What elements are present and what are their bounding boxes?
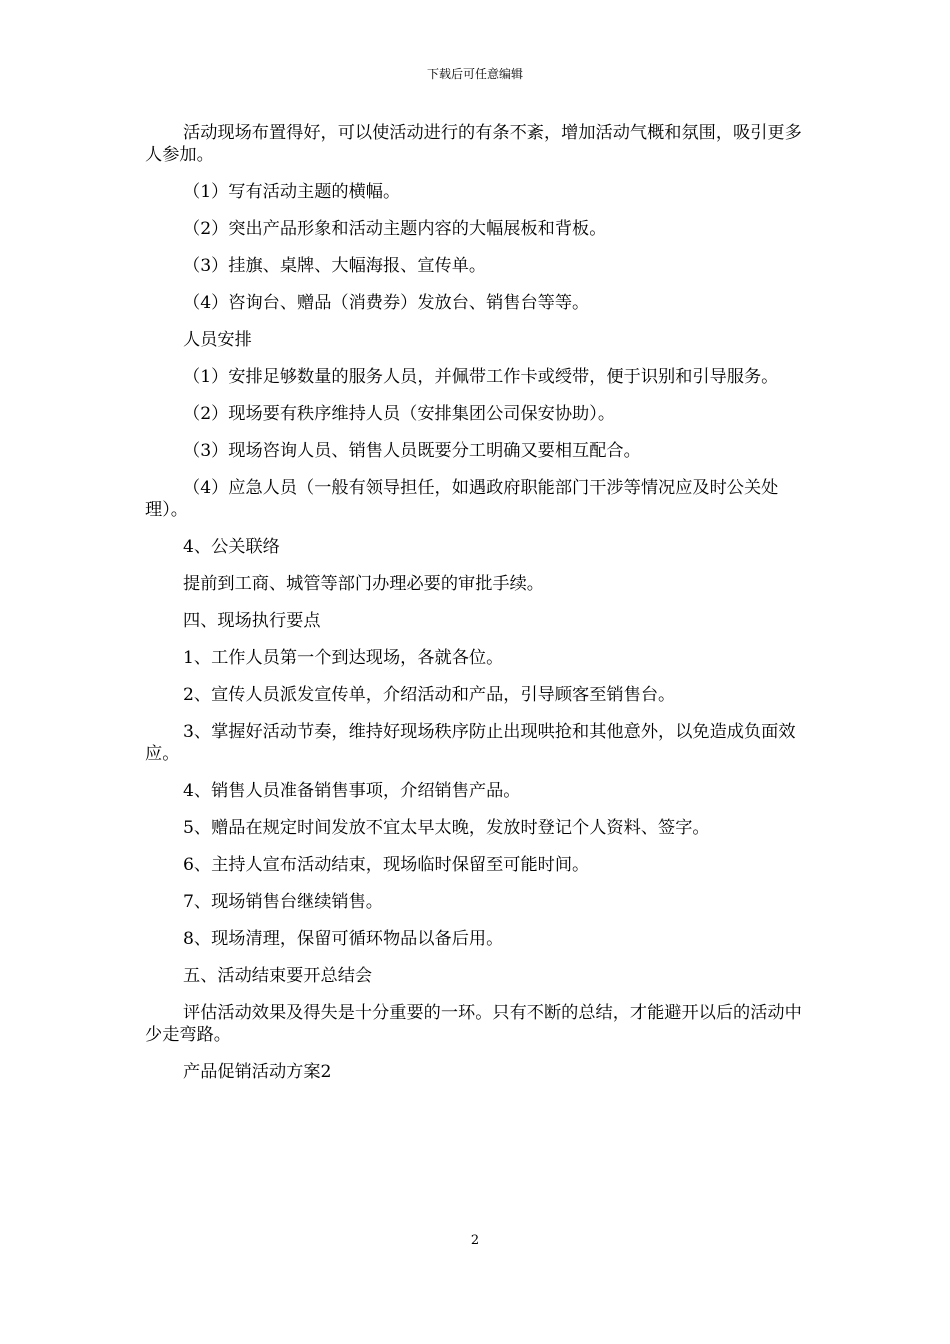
paragraph: 提前到工商、城管等部门办理必要的审批手续。 [183, 574, 544, 594]
paragraph: 活动现场布置得好，可以使活动进行的有条不紊，增加活动气概和氛围，吸引更多人参加。 [145, 123, 802, 165]
paragraph: 8、现场清理，保留可循环物品以备后用。 [183, 929, 504, 949]
paragraph: 3、掌握好活动节奏，维持好现场秩序防止出现哄抢和其他意外，以免造成负面效应。 [145, 722, 796, 764]
document-body [145, 122, 805, 1098]
section-heading: 产品促销活动方案2 [183, 1062, 332, 1082]
paragraph: （1）写有活动主题的横幅。 [183, 182, 401, 202]
paragraph: 4、销售人员准备销售事项，介绍销售产品。 [183, 781, 521, 801]
paragraph: （4）咨询台、赠品（消费券）发放台、销售台等等。 [183, 293, 590, 313]
paragraph: 1、工作人员第一个到达现场，各就各位。 [183, 648, 504, 668]
page-header: 下载后可任意编辑 [426, 67, 523, 81]
paragraph: 评估活动效果及得失是十分重要的一环。只有不断的总结，才能避开以后的活动中少走弯路。 [145, 1003, 802, 1045]
paragraph: 7、现场销售台继续销售。 [183, 892, 383, 912]
section-heading: 人员安排 [183, 330, 252, 350]
paragraph: （2）现场要有秩序维持人员（安排集团公司保安协助）。 [183, 404, 616, 424]
paragraph: （4）应急人员（一般有领导担任，如遇政府职能部门干涉等情况应及时公关处理）。 [145, 478, 779, 520]
paragraph: （2）突出产品形象和活动主题内容的大幅展板和背板。 [183, 219, 607, 239]
paragraph: 5、赠品在规定时间发放不宜太早太晚，发放时登记个人资料、签字。 [183, 818, 710, 838]
paragraph: 6、主持人宣布活动结束，现场临时保留至可能时间。 [183, 855, 590, 875]
page-number: 2 [470, 1233, 480, 1248]
section-heading: 四、现场执行要点 [183, 611, 321, 631]
paragraph: 2、宣传人员派发宣传单，介绍活动和产品，引导顾客至销售台。 [183, 685, 676, 705]
section-heading: 4、公关联络 [183, 537, 280, 557]
paragraph: （3）挂旗、桌牌、大幅海报、宣传单。 [183, 256, 487, 276]
paragraph: （1）安排足够数量的服务人员，并佩带工作卡或绶带，便于识别和引导服务。 [183, 367, 779, 387]
paragraph: （3）现场咨询人员、销售人员既要分工明确又要相互配合。 [183, 441, 641, 461]
section-heading: 五、活动结束要开总结会 [183, 966, 373, 986]
